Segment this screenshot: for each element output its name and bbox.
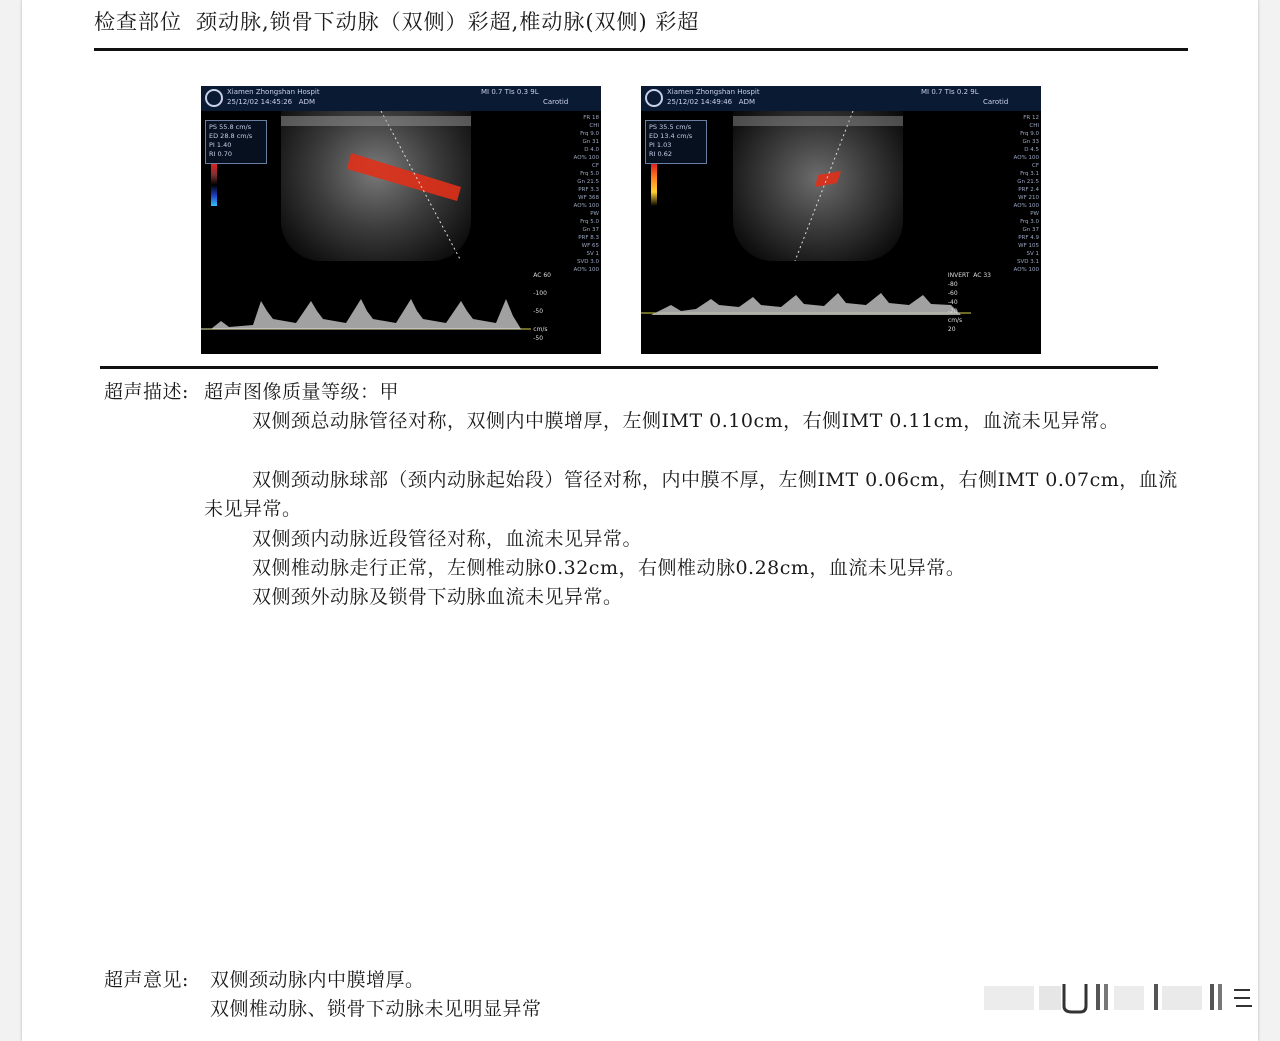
preset: Carotid	[543, 98, 569, 106]
mi-tis: MI 0.7 TIs 0.3 9L	[481, 88, 539, 96]
color-flow	[815, 171, 841, 187]
report-page	[22, 0, 1258, 1041]
watermark-logo	[984, 980, 1254, 1016]
color-scale-bar	[651, 164, 657, 206]
hospital-name: Xiamen Zhongshan Hospit	[227, 88, 320, 96]
doppler-measurements: PS 35.5 cm/s ED 13.4 cm/s PI 1.03 RI 0.62	[645, 120, 707, 164]
doppler-measurements: PS 55.8 cm/s ED 28.8 cm/s PI 1.40 RI 0.70	[205, 120, 267, 164]
ultrasound-header	[201, 86, 601, 111]
color-scale-bar	[211, 164, 217, 206]
mi-tis: MI 0.7 TIs 0.2 9L	[921, 88, 979, 96]
description-label: 超声描述:	[104, 381, 189, 403]
conclusion-line: 双侧颈动脉内中膜增厚。	[210, 969, 425, 991]
scan-datetime: 25/12/02 14:45:26 ADM	[227, 98, 316, 106]
ge-logo-icon	[645, 89, 663, 107]
description-paragraph: 双侧颈内动脉近段管径对称，血流未见异常。	[252, 528, 643, 550]
parameter-panel: FR 18 CHI Frq 9.0 Gn 31 D 4.0 AO% 100 CF Frq 5.0 Gn 21.5 PRF 3.3 WF 368 AO% 100 PW Frq 5.0 Gn 37 PRF 8.3 WF 65 SV 1 SVD 3.0 AO% 100	[573, 115, 599, 273]
b-mode-view	[733, 111, 903, 261]
exam-site-label: 检查部位	[94, 10, 182, 34]
conclusion-line: 双侧椎动脉、锁骨下动脉未见明显异常	[210, 998, 542, 1020]
conclusion-label: 超声意见:	[104, 969, 189, 991]
ultrasound-image-left	[201, 86, 601, 354]
image-quality: 超声图像质量等级：甲	[204, 381, 400, 403]
velocity-scale: AC 60 -100 -50 cm/s -50	[533, 272, 551, 342]
doppler-waveform	[641, 271, 971, 341]
description-paragraph: 双侧颈动脉球部（颈内动脉起始段）管径对称，内中膜不厚，左侧IMT 0.06cm，右侧IMT 0.07cm，血流未见异常。	[204, 469, 1178, 520]
b-mode-view	[281, 111, 471, 261]
doppler-waveform	[201, 271, 531, 341]
description-paragraph: 双侧颈外动脉及锁骨下动脉血流未见异常。	[252, 586, 623, 608]
exam-site-value: 颈动脉,锁骨下动脉（双侧）彩超,椎动脉(双侧) 彩超	[196, 10, 700, 34]
hospital-name: Xiamen Zhongshan Hospit	[667, 88, 760, 96]
scan-datetime: 25/12/02 14:49:46 ADM	[667, 98, 756, 106]
ultrasound-image-right	[641, 86, 1041, 354]
ultrasound-header	[641, 86, 1041, 111]
parameter-panel: FR 12 CHI Frq 9.0 Gn 33 D 4.5 AO% 100 CF Frq 3.1 Gn 21.5 PRF 2.4 WF 210 AO% 100 PW Frq 3.0 Gn 37 PRF 4.9 WF 105 SV 1 SVD 3.1 AO% 100	[1013, 115, 1039, 273]
exam-site	[94, 6, 699, 36]
preset: Carotid	[983, 98, 1009, 106]
ge-logo-icon	[205, 89, 223, 107]
velocity-scale: INVERT AC 33 -80 -60 -40 -20 cm/s 20	[947, 272, 991, 333]
description-paragraph: 双侧颈总动脉管径对称，双侧内中膜增厚，左侧IMT 0.10cm，右侧IMT 0.11cm，血流未见异常。	[252, 410, 1120, 432]
image-divider	[100, 366, 1158, 369]
color-flow	[347, 153, 461, 201]
header-divider	[94, 48, 1188, 51]
description-paragraph: 双侧椎动脉走行正常，左侧椎动脉0.32cm，右侧椎动脉0.28cm，血流未见异常。	[252, 557, 966, 579]
